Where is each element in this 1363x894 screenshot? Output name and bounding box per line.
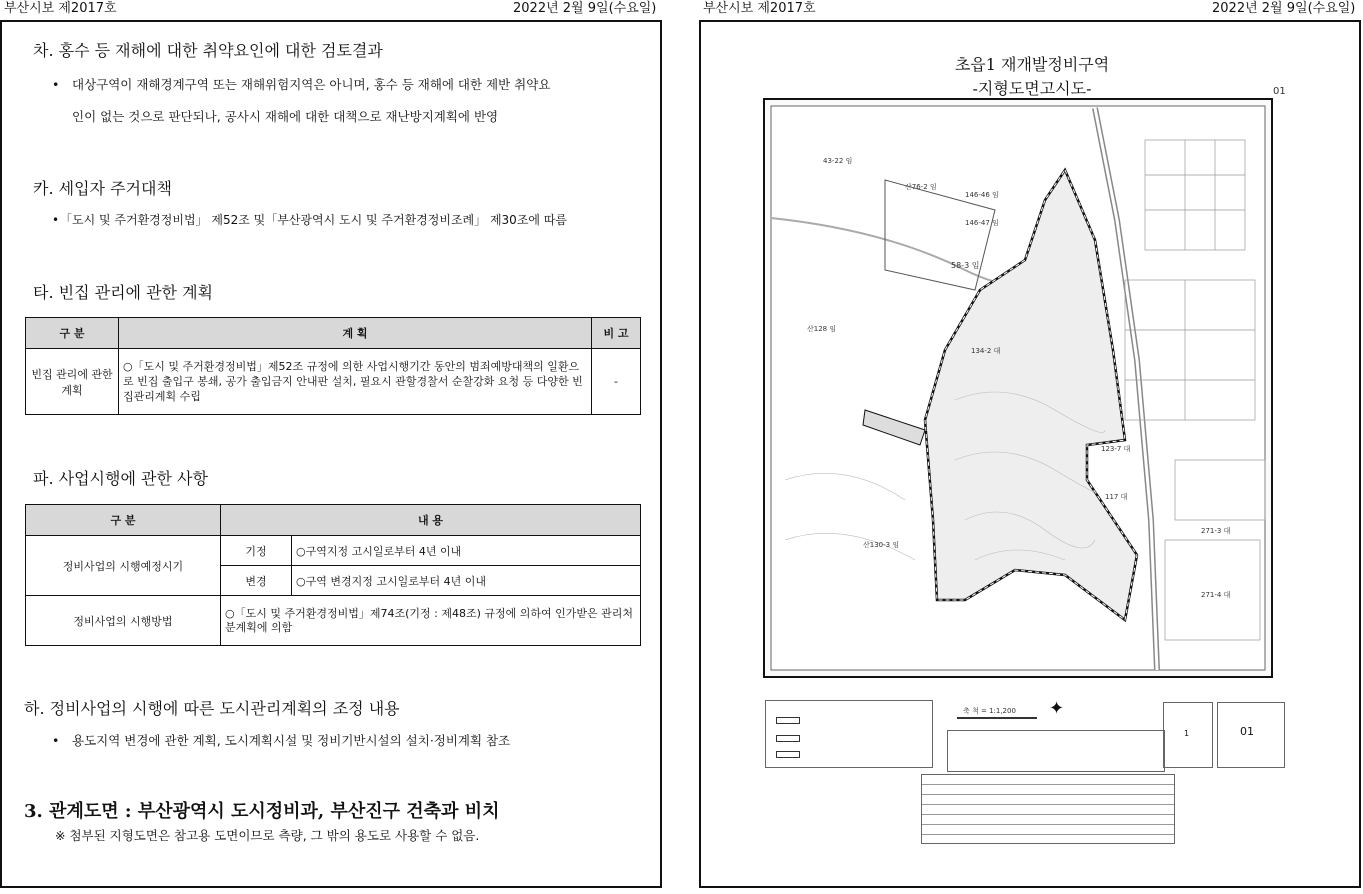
section-cha-line1: • 대상구역이 재해경계구역 또는 재해위험지역은 아니며, 홍수 등 재해에 대한 제반 취약요 (52, 77, 551, 92)
map-label: 146-46 임 (965, 191, 999, 199)
map-legend (765, 700, 933, 768)
legend-swatch-icon (776, 735, 800, 742)
map-scale: 축 척 = 1:1,200 (963, 707, 1016, 715)
table-header: 구 분 (26, 318, 119, 349)
sheet-number: 01 (1240, 725, 1254, 738)
legend-swatch-icon (776, 751, 800, 758)
table-cell: ○「도시 및 주거환경정비법」제74조(기정 : 제48조) 규정에 의하여 인가받은 관리처분계획에 의함 (221, 596, 641, 646)
table-header: 내 용 (221, 505, 641, 536)
table-header: 구 분 (26, 505, 221, 536)
section-cha-title: 차. 홍수 등 재해에 대한 취약요인에 대한 검토결과 (33, 41, 383, 60)
section-cha-line2: 인이 없는 것으로 판단되나, 공사시 재해에 대한 대책으로 재난방지계획에 반영 (72, 109, 499, 124)
section-ka-title: 카. 세입자 주거대책 (33, 179, 172, 198)
table-cell: 빈집 관리에 관한 계획 (26, 349, 119, 415)
table-cell: ○「도시 및 주거환경정비법」제52조 규정에 의한 사업시행기간 동안의 범죄예방대책의 일환으로 빈집 출입구 봉쇄, 공가 출입금지 안내판 설치, 필요시 관할경찰서 순찰강화 요청 등 다양한 빈집관리계획 수립 (119, 349, 592, 415)
map-label: 146-47 임 (965, 219, 999, 227)
section-ka-line1: •「도시 및 주거환경정비법」 제52조 및「부산광역시 도시 및 주거환경정비조례」 제30조에 따름 (52, 213, 568, 227)
right-page (699, 20, 1361, 888)
approval-table (921, 774, 1175, 844)
table-cell: 정비사업의 시행방법 (26, 596, 221, 646)
section-pa-title: 파. 사업시행에 관한 사항 (33, 469, 208, 488)
table-cell: - (592, 349, 641, 415)
map-subtitle: -지형도면고시도- (972, 79, 1092, 98)
index-number: 1 (1184, 729, 1190, 738)
page-header-right-left: 부산시보 제2017호 (703, 1, 816, 16)
map-drawing (765, 100, 1271, 676)
sheet-index (1217, 702, 1285, 768)
map-label: 산130-3 임 (863, 541, 900, 549)
table-header: 비 고 (592, 318, 641, 349)
map-label: 271-3 대 (1201, 527, 1231, 535)
table-header: 계 획 (119, 318, 592, 349)
map-label: 산76-2 임 (905, 183, 937, 191)
table-cell: 기정 (221, 536, 292, 566)
section-ta-title: 타. 빈집 관리에 관한 계획 (33, 283, 213, 302)
index-map (1163, 702, 1213, 768)
map-label: 산128 임 (807, 325, 837, 333)
north-arrow-icon: ✦ (1049, 698, 1065, 719)
map-label: 58-3 임 (951, 261, 980, 270)
project-implementation-table (25, 504, 641, 646)
map-label: 117 대 (1105, 493, 1128, 501)
scale-bar (957, 714, 1037, 719)
page-header-right-date: 2022년 2월 9일(수요일) (1212, 1, 1356, 16)
table-cell: 변경 (221, 566, 292, 596)
map-label: 271-4 대 (1201, 591, 1231, 599)
map-label: 134-2 대 (971, 347, 1001, 355)
section-3-note: ※ 첨부된 지형도면은 참고용 도면이므로 측량, 그 밖의 용도로 사용할 수 없음. (55, 828, 480, 843)
left-page (0, 20, 662, 888)
map-info-table (947, 730, 1165, 772)
vacancy-plan-table (25, 317, 641, 415)
section-ha-title: 하. 정비사업의 시행에 따른 도시관리계획의 조정 내용 (24, 699, 400, 718)
table-cell: ○구역 변경지정 고시일로부터 4년 이내 (292, 566, 641, 596)
section-3-title: 3. 관계도면 : 부산광역시 도시정비과, 부산진구 건축과 비치 (24, 801, 500, 822)
map-title: 초읍1 재개발정비구역 (954, 55, 1110, 74)
table-cell: 정비사업의 시행예정시기 (26, 536, 221, 596)
topographic-map (763, 98, 1273, 678)
map-label: 123-7 대 (1101, 445, 1131, 453)
page-header-left: 부산시보 제2017호 (4, 1, 117, 16)
table-cell: ○구역지정 고시일로부터 4년 이내 (292, 536, 641, 566)
map-label: 43-22 임 (823, 157, 853, 165)
map-page-number: 01 (1273, 86, 1286, 97)
legend-swatch-icon (776, 717, 800, 724)
page-header-date: 2022년 2월 9일(수요일) (513, 1, 657, 16)
section-ha-line1: • 용도지역 변경에 관한 계획, 도시계획시설 및 정비기반시설의 설치·정비계획 참조 (52, 733, 511, 748)
